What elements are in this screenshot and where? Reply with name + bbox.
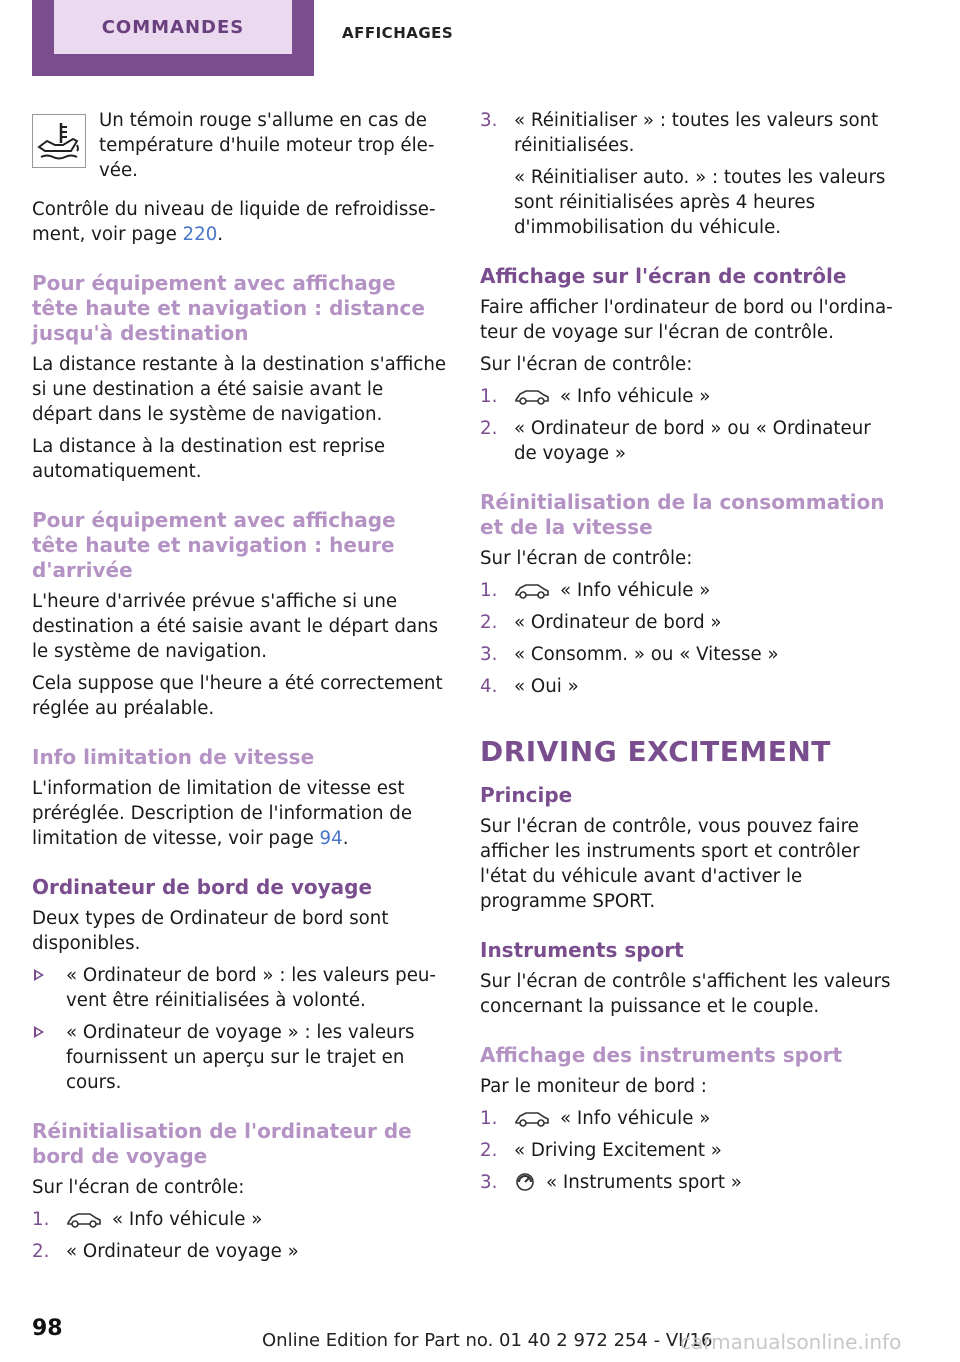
warning-text: Un témoin rouge s'allume en cas de température d'huile moteur trop élevée. [99,110,435,181]
arrival-paragraph-2: Cela suppose que l'heure a été correctement réglée au préalable. [32,673,443,719]
instruments-paragraph: Sur l'écran de contrôle s'affichent les valeurs concernant la puissance et le couple. [480,971,891,1017]
show-instruments-steps [480,1106,896,1195]
show-paragraph: Par le moniteur de bord : [480,1076,707,1097]
trip-bullet-list [32,963,448,1095]
coolant-paragraph: Contrôle du niveau de liquide de refroidissement, voir page 220. [32,199,436,245]
distance-paragraph-1: La distance restante à la destination s'affiche si une destination a été saisie avant le départ dans le système de navigation. [32,354,447,425]
tab-commandes-label: COMMANDES [54,0,292,54]
arrival-paragraph-1: L'heure d'arrivée prévue s'affiche si une destination a été saisie avant le départ dans le système de navigation. [32,591,439,662]
display-paragraph-2: Sur l'écran de contrôle: [480,354,693,375]
car-icon [514,580,550,600]
consumption-steps [480,578,896,699]
list-item: 1. « Info véhicule » [480,1108,711,1129]
display-steps [480,384,896,466]
oil-temperature-icon [32,114,86,168]
heading-reset-trip: Réinitialisation de l'ordinateur de bord de voyage [32,1119,412,1168]
heading-trip-computer: Ordinateur de bord de voyage [32,875,373,899]
heading-principle: Principe [480,783,573,807]
heading-display-control: Affichage sur l'écran de contrôle [480,264,847,288]
triangle-bullet-icon [34,969,44,981]
watermark: carmanualsonline.info [680,1330,902,1354]
list-item: 1. « Info véhicule » [480,580,711,601]
car-icon [514,1108,550,1128]
reset-trip-paragraph: Sur l'écran de contrôle: [32,1177,245,1198]
page-link-94[interactable]: 94 [319,828,343,849]
reset-trip-steps-continued [480,108,896,240]
right-column [480,108,896,1202]
section-title-driving-excitement: DRIVING EXCITEMENT [480,735,831,768]
page-link-220[interactable]: 220 [182,224,218,245]
car-icon [66,1209,102,1229]
tab-affichages[interactable]: AFFICHAGES [342,24,454,42]
trip-paragraph: Deux types de Ordinateur de bord sont disponibles. [32,908,389,954]
heading-speed-info: Info limitation de vitesse [32,745,315,769]
car-icon [514,386,550,406]
list-item: 3. « Instruments sport » [480,1172,742,1193]
page-number: 98 [32,1316,63,1341]
consumption-paragraph: Sur l'écran de contrôle: [480,548,693,569]
heading-reset-consumption: Réinitialisation de la consommation et de la vitesse [480,490,885,539]
chapter-tabs [32,0,492,76]
heading-show-instruments: Affichage des instruments sport [480,1043,843,1067]
reset-trip-steps [32,1207,448,1264]
list-item: 2. « Ordinateur de voyage » [32,1241,299,1262]
display-paragraph-1: Faire afficher l'ordinateur de bord ou l'ordinateur de voyage sur l'écran de contrôle. [480,297,893,343]
list-item: 2. « Driving Excitement » [480,1140,722,1161]
warning-block [32,108,448,183]
list-item: 3. « Consomm. » ou « Vitesse » [480,644,779,665]
heading-sport-instruments: Instruments sport [480,938,684,962]
list-item: 2. « Ordinateur de bord » ou « Ordinateur de voyage » [480,418,871,464]
list-item: 3. « Réinitialiser » : toutes les valeurs sont réinitialisées. « Réinitialiser auto. » : toutes les valeurs sont réinitialisées après 4 heures d'immobilisation du véhicule. [480,110,886,238]
list-item: « Ordinateur de bord » : les valeurs peuvent être réinitialisées à volonté. [32,963,448,1013]
sport-instruments-icon [514,1172,536,1192]
distance-paragraph-2: La distance à la destination est reprise automatiquement. [32,436,386,482]
heading-arrival: Pour équipement avec affichage tête haute et navigation : heure d'arrivée [32,508,396,582]
speed-paragraph: L'information de limitation de vitesse est préréglée. Description de l'information de limitation de vitesse, voir page 94. [32,778,413,849]
tab-commandes[interactable] [32,0,314,76]
list-item: 1. « Info véhicule » [480,386,711,407]
list-item: 1. « Info véhicule » [32,1209,263,1230]
principle-paragraph: Sur l'écran de contrôle, vous pouvez faire afficher les instruments sport et contrôler l'état du véhicule avant d'activer le programme SPORT. [480,816,860,912]
left-column [32,108,448,1271]
heading-distance: Pour équipement avec affichage tête haute et navigation : distance jusqu'à destination [32,271,425,345]
triangle-bullet-icon [34,1026,44,1038]
list-item: « Ordinateur de voyage » : les valeurs fournissent un aperçu sur le trajet en cours. [32,1020,448,1095]
list-item: 2. « Ordinateur de bord » [480,612,722,633]
list-item: 4. « Oui » [480,676,579,697]
edition-footer: Online Edition for Part no. 01 40 2 972 254 - VI/16 [262,1330,713,1351]
